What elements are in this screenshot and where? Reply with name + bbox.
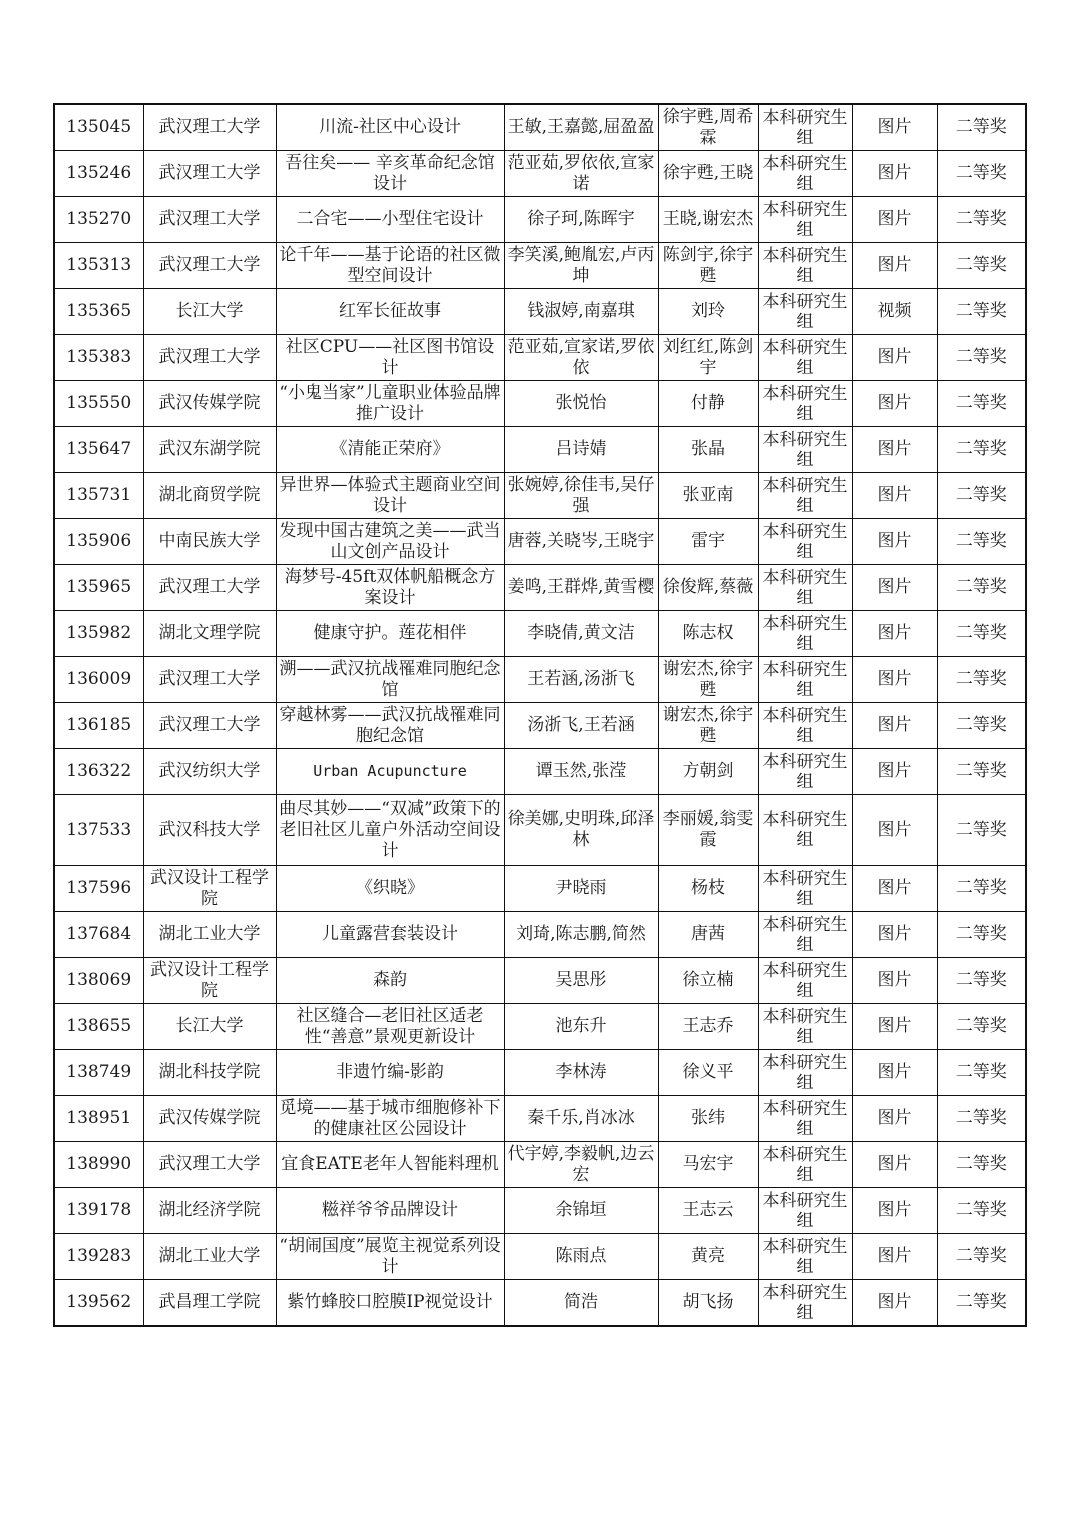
media-type-cell: 图片 (852, 243, 937, 289)
media-type-cell: 图片 (852, 1280, 937, 1327)
table-row (54, 197, 1026, 243)
media-type-cell: 视频 (852, 289, 937, 335)
award-cell: 二等奖 (937, 151, 1026, 197)
authors-cell: 简浩 (504, 1280, 658, 1327)
work-title-cell: 二合宅——小型住宅设计 (276, 197, 504, 243)
entry-id-cell: 136322 (54, 749, 143, 795)
school-cell: 湖北工业大学 (143, 1234, 276, 1280)
award-cell: 二等奖 (937, 565, 1026, 611)
group-cell: 本科研究生组 (758, 958, 852, 1004)
authors-cell: 秦千乐,肖冰冰 (504, 1096, 658, 1142)
group-cell: 本科研究生组 (758, 104, 852, 151)
advisors-cell: 雷宇 (658, 519, 758, 565)
advisors-cell: 陈剑宇,徐宇甦 (658, 243, 758, 289)
school-cell: 武汉理工大学 (143, 197, 276, 243)
group-cell: 本科研究生组 (758, 703, 852, 749)
award-cell: 二等奖 (937, 611, 1026, 657)
award-cell: 二等奖 (937, 335, 1026, 381)
work-title-cell: 社区CPU——社区图书馆设计 (276, 335, 504, 381)
school-cell: 湖北科技学院 (143, 1050, 276, 1096)
authors-cell: 徐美娜,史明珠,邱泽林 (504, 795, 658, 866)
work-title-cell: 海梦号-45ft双体帆船概念方案设计 (276, 565, 504, 611)
table-row (54, 427, 1026, 473)
media-type-cell: 图片 (852, 749, 937, 795)
authors-cell: 尹晓雨 (504, 866, 658, 912)
work-title-cell: 穿越林雾——武汉抗战罹难同胞纪念馆 (276, 703, 504, 749)
award-cell: 二等奖 (937, 866, 1026, 912)
group-cell: 本科研究生组 (758, 657, 852, 703)
media-type-cell: 图片 (852, 1096, 937, 1142)
authors-cell: 王敏,王嘉懿,屈盈盈 (504, 104, 658, 151)
school-cell: 武汉理工大学 (143, 151, 276, 197)
entry-id-cell: 135365 (54, 289, 143, 335)
media-type-cell: 图片 (852, 1234, 937, 1280)
school-cell: 武汉设计工程学院 (143, 866, 276, 912)
school-cell: 武汉理工大学 (143, 104, 276, 151)
table-row (54, 1280, 1026, 1327)
entry-id-cell: 138951 (54, 1096, 143, 1142)
group-cell: 本科研究生组 (758, 427, 852, 473)
group-cell: 本科研究生组 (758, 381, 852, 427)
entry-id-cell: 139562 (54, 1280, 143, 1327)
entry-id-cell: 135965 (54, 565, 143, 611)
table-row (54, 381, 1026, 427)
school-cell: 武昌理工学院 (143, 1280, 276, 1327)
group-cell: 本科研究生组 (758, 1050, 852, 1096)
award-cell: 二等奖 (937, 381, 1026, 427)
work-title-cell: 《织晓》 (276, 866, 504, 912)
advisors-cell: 谢宏杰,徐宇甦 (658, 703, 758, 749)
work-title-cell: 《清能正荣府》 (276, 427, 504, 473)
award-cell: 二等奖 (937, 1004, 1026, 1050)
table-row (54, 565, 1026, 611)
table-row (54, 243, 1026, 289)
school-cell: 武汉设计工程学院 (143, 958, 276, 1004)
media-type-cell: 图片 (852, 565, 937, 611)
group-cell: 本科研究生组 (758, 565, 852, 611)
entry-id-cell: 135045 (54, 104, 143, 151)
authors-cell: 池东升 (504, 1004, 658, 1050)
table-row (54, 1004, 1026, 1050)
media-type-cell: 图片 (852, 1188, 937, 1234)
entry-id-cell: 135270 (54, 197, 143, 243)
entry-id-cell: 137533 (54, 795, 143, 866)
group-cell: 本科研究生组 (758, 795, 852, 866)
table-row (54, 958, 1026, 1004)
school-cell: 武汉理工大学 (143, 1142, 276, 1188)
authors-cell: 唐蓉,关晓岑,王晓宇 (504, 519, 658, 565)
media-type-cell: 图片 (852, 958, 937, 1004)
award-cell: 二等奖 (937, 703, 1026, 749)
group-cell: 本科研究生组 (758, 611, 852, 657)
award-cell: 二等奖 (937, 1142, 1026, 1188)
authors-cell: 徐子珂,陈晖宇 (504, 197, 658, 243)
school-cell: 武汉传媒学院 (143, 381, 276, 427)
entry-id-cell: 135906 (54, 519, 143, 565)
award-cell: 二等奖 (937, 197, 1026, 243)
award-cell: 二等奖 (937, 795, 1026, 866)
school-cell: 长江大学 (143, 1004, 276, 1050)
award-cell: 二等奖 (937, 427, 1026, 473)
media-type-cell: 图片 (852, 912, 937, 958)
advisors-cell: 王晓,谢宏杰 (658, 197, 758, 243)
table-row (54, 866, 1026, 912)
school-cell: 中南民族大学 (143, 519, 276, 565)
media-type-cell: 图片 (852, 611, 937, 657)
entry-id-cell: 138655 (54, 1004, 143, 1050)
school-cell: 湖北文理学院 (143, 611, 276, 657)
entry-id-cell: 136009 (54, 657, 143, 703)
advisors-cell: 刘红红,陈剑宇 (658, 335, 758, 381)
advisors-cell: 谢宏杰,徐宇甦 (658, 657, 758, 703)
advisors-cell: 付静 (658, 381, 758, 427)
award-cell: 二等奖 (937, 1050, 1026, 1096)
advisors-cell: 徐宇甦,王晓 (658, 151, 758, 197)
entry-id-cell: 138749 (54, 1050, 143, 1096)
work-title-cell: 论千年——基于论语的社区微型空间设计 (276, 243, 504, 289)
work-title-cell: 川流-社区中心设计 (276, 104, 504, 151)
entry-id-cell: 135246 (54, 151, 143, 197)
advisors-cell: 黄亮 (658, 1234, 758, 1280)
advisors-cell: 徐义平 (658, 1050, 758, 1096)
table-row (54, 1234, 1026, 1280)
group-cell: 本科研究生组 (758, 866, 852, 912)
table-row (54, 1096, 1026, 1142)
work-title-cell: 发现中国古建筑之美——武当山文创产品设计 (276, 519, 504, 565)
advisors-cell: 张纬 (658, 1096, 758, 1142)
media-type-cell: 图片 (852, 866, 937, 912)
work-title-cell: 吾往矣—— 辛亥革命纪念馆设计 (276, 151, 504, 197)
group-cell: 本科研究生组 (758, 912, 852, 958)
authors-cell: 姜鸣,王群烨,黄雪樱 (504, 565, 658, 611)
media-type-cell: 图片 (852, 519, 937, 565)
group-cell: 本科研究生组 (758, 1188, 852, 1234)
authors-cell: 吕诗婧 (504, 427, 658, 473)
table-row (54, 749, 1026, 795)
table-row (54, 289, 1026, 335)
group-cell: 本科研究生组 (758, 335, 852, 381)
work-title-cell: 溯——武汉抗战罹难同胞纪念馆 (276, 657, 504, 703)
media-type-cell: 图片 (852, 427, 937, 473)
advisors-cell: 张亚南 (658, 473, 758, 519)
advisors-cell: 方朝剑 (658, 749, 758, 795)
media-type-cell: 图片 (852, 381, 937, 427)
media-type-cell: 图片 (852, 1142, 937, 1188)
entry-id-cell: 135313 (54, 243, 143, 289)
media-type-cell: 图片 (852, 1004, 937, 1050)
group-cell: 本科研究生组 (758, 197, 852, 243)
advisors-cell: 张晶 (658, 427, 758, 473)
entry-id-cell: 137684 (54, 912, 143, 958)
media-type-cell: 图片 (852, 151, 937, 197)
award-cell: 二等奖 (937, 1096, 1026, 1142)
award-cell: 二等奖 (937, 657, 1026, 703)
work-title-cell: 觅境——基于城市细胞修补下的健康社区公园设计 (276, 1096, 504, 1142)
media-type-cell: 图片 (852, 657, 937, 703)
work-title-cell: 儿童露营套装设计 (276, 912, 504, 958)
group-cell: 本科研究生组 (758, 1142, 852, 1188)
award-cell: 二等奖 (937, 749, 1026, 795)
advisors-cell: 徐俊辉,蔡薇 (658, 565, 758, 611)
school-cell: 武汉理工大学 (143, 703, 276, 749)
authors-cell: 张悦怡 (504, 381, 658, 427)
table-row (54, 1142, 1026, 1188)
media-type-cell: 图片 (852, 197, 937, 243)
table-row (54, 104, 1026, 151)
entry-id-cell: 137596 (54, 866, 143, 912)
media-type-cell: 图片 (852, 1050, 937, 1096)
table-row (54, 519, 1026, 565)
group-cell: 本科研究生组 (758, 289, 852, 335)
entry-id-cell: 138069 (54, 958, 143, 1004)
media-type-cell: 图片 (852, 473, 937, 519)
advisors-cell: 徐立楠 (658, 958, 758, 1004)
advisors-cell: 刘玲 (658, 289, 758, 335)
school-cell: 武汉纺织大学 (143, 749, 276, 795)
authors-cell: 刘琦,陈志鹏,简然 (504, 912, 658, 958)
school-cell: 武汉科技大学 (143, 795, 276, 866)
authors-cell: 李笑溪,鲍胤宏,卢丙坤 (504, 243, 658, 289)
advisors-cell: 胡飞扬 (658, 1280, 758, 1327)
advisors-cell: 王志乔 (658, 1004, 758, 1050)
work-title-cell: Urban Acupuncture (276, 749, 504, 795)
authors-cell: 汤浙飞,王若涵 (504, 703, 658, 749)
work-title-cell: 异世界—体验式主题商业空间设计 (276, 473, 504, 519)
group-cell: 本科研究生组 (758, 749, 852, 795)
table-row (54, 657, 1026, 703)
school-cell: 武汉传媒学院 (143, 1096, 276, 1142)
group-cell: 本科研究生组 (758, 473, 852, 519)
award-cell: 二等奖 (937, 912, 1026, 958)
work-title-cell: 宜食EATE老年人智能料理机 (276, 1142, 504, 1188)
award-cell: 二等奖 (937, 104, 1026, 151)
authors-cell: 范亚茹,宣家诺,罗依依 (504, 335, 658, 381)
table-body (54, 104, 1026, 1326)
advisors-cell: 王志云 (658, 1188, 758, 1234)
authors-cell: 余锦垣 (504, 1188, 658, 1234)
school-cell: 长江大学 (143, 289, 276, 335)
school-cell: 武汉东湖学院 (143, 427, 276, 473)
entry-id-cell: 136185 (54, 703, 143, 749)
award-cell: 二等奖 (937, 1280, 1026, 1327)
work-title-cell: 曲尽其妙——“双减”政策下的老旧社区儿童户外活动空间设计 (276, 795, 504, 866)
advisors-cell: 唐茜 (658, 912, 758, 958)
authors-cell: 钱淑婷,南嘉琪 (504, 289, 658, 335)
award-cell: 二等奖 (937, 473, 1026, 519)
work-title-cell: 健康守护。莲花相伴 (276, 611, 504, 657)
award-cell: 二等奖 (937, 1234, 1026, 1280)
school-cell: 湖北商贸学院 (143, 473, 276, 519)
table-row (54, 1188, 1026, 1234)
work-title-cell: 红军长征故事 (276, 289, 504, 335)
group-cell: 本科研究生组 (758, 243, 852, 289)
table-row (54, 151, 1026, 197)
table-row (54, 335, 1026, 381)
authors-cell: 张婉婷,徐佳韦,吴仔强 (504, 473, 658, 519)
table-row (54, 795, 1026, 866)
table-row (54, 1050, 1026, 1096)
advisors-cell: 陈志权 (658, 611, 758, 657)
award-cell: 二等奖 (937, 289, 1026, 335)
media-type-cell: 图片 (852, 703, 937, 749)
work-title-cell: 社区缝合—老旧社区适老性“善意”景观更新设计 (276, 1004, 504, 1050)
entry-id-cell: 135982 (54, 611, 143, 657)
advisors-cell: 徐宇甦,周希霖 (658, 104, 758, 151)
advisors-cell: 李丽媛,翁雯霞 (658, 795, 758, 866)
media-type-cell: 图片 (852, 104, 937, 151)
authors-cell: 代宇婷,李毅帆,边云宏 (504, 1142, 658, 1188)
entry-id-cell: 135647 (54, 427, 143, 473)
group-cell: 本科研究生组 (758, 1004, 852, 1050)
school-cell: 武汉理工大学 (143, 335, 276, 381)
group-cell: 本科研究生组 (758, 1280, 852, 1327)
table-row (54, 611, 1026, 657)
entry-id-cell: 138990 (54, 1142, 143, 1188)
table-row (54, 912, 1026, 958)
table-row (54, 473, 1026, 519)
work-title-cell: 糍祥爷爷品牌设计 (276, 1188, 504, 1234)
school-cell: 湖北工业大学 (143, 912, 276, 958)
authors-cell: 谭玉然,张滢 (504, 749, 658, 795)
authors-cell: 吴思彤 (504, 958, 658, 1004)
award-cell: 二等奖 (937, 243, 1026, 289)
award-cell: 二等奖 (937, 519, 1026, 565)
group-cell: 本科研究生组 (758, 1234, 852, 1280)
award-cell: 二等奖 (937, 1188, 1026, 1234)
advisors-cell: 马宏宇 (658, 1142, 758, 1188)
award-results-table (53, 103, 1027, 1327)
table-row (54, 703, 1026, 749)
authors-cell: 李晓倩,黄文洁 (504, 611, 658, 657)
entry-id-cell: 139283 (54, 1234, 143, 1280)
authors-cell: 范亚茹,罗依依,宣家诺 (504, 151, 658, 197)
school-cell: 武汉理工大学 (143, 243, 276, 289)
advisors-cell: 杨枝 (658, 866, 758, 912)
school-cell: 武汉理工大学 (143, 657, 276, 703)
group-cell: 本科研究生组 (758, 151, 852, 197)
award-cell: 二等奖 (937, 958, 1026, 1004)
media-type-cell: 图片 (852, 795, 937, 866)
school-cell: 武汉理工大学 (143, 565, 276, 611)
entry-id-cell: 135383 (54, 335, 143, 381)
work-title-cell: 紫竹蜂胶口腔膜IP视觉设计 (276, 1280, 504, 1327)
media-type-cell: 图片 (852, 335, 937, 381)
school-cell: 湖北经济学院 (143, 1188, 276, 1234)
authors-cell: 李林涛 (504, 1050, 658, 1096)
authors-cell: 陈雨点 (504, 1234, 658, 1280)
work-title-cell: “小鬼当家”儿童职业体验品牌推广设计 (276, 381, 504, 427)
work-title-cell: 森韵 (276, 958, 504, 1004)
group-cell: 本科研究生组 (758, 1096, 852, 1142)
authors-cell: 王若涵,汤浙飞 (504, 657, 658, 703)
entry-id-cell: 135550 (54, 381, 143, 427)
group-cell: 本科研究生组 (758, 519, 852, 565)
work-title-cell: 非遗竹编-影韵 (276, 1050, 504, 1096)
entry-id-cell: 139178 (54, 1188, 143, 1234)
work-title-cell: “胡闹国度”展览主视觉系列设计 (276, 1234, 504, 1280)
entry-id-cell: 135731 (54, 473, 143, 519)
